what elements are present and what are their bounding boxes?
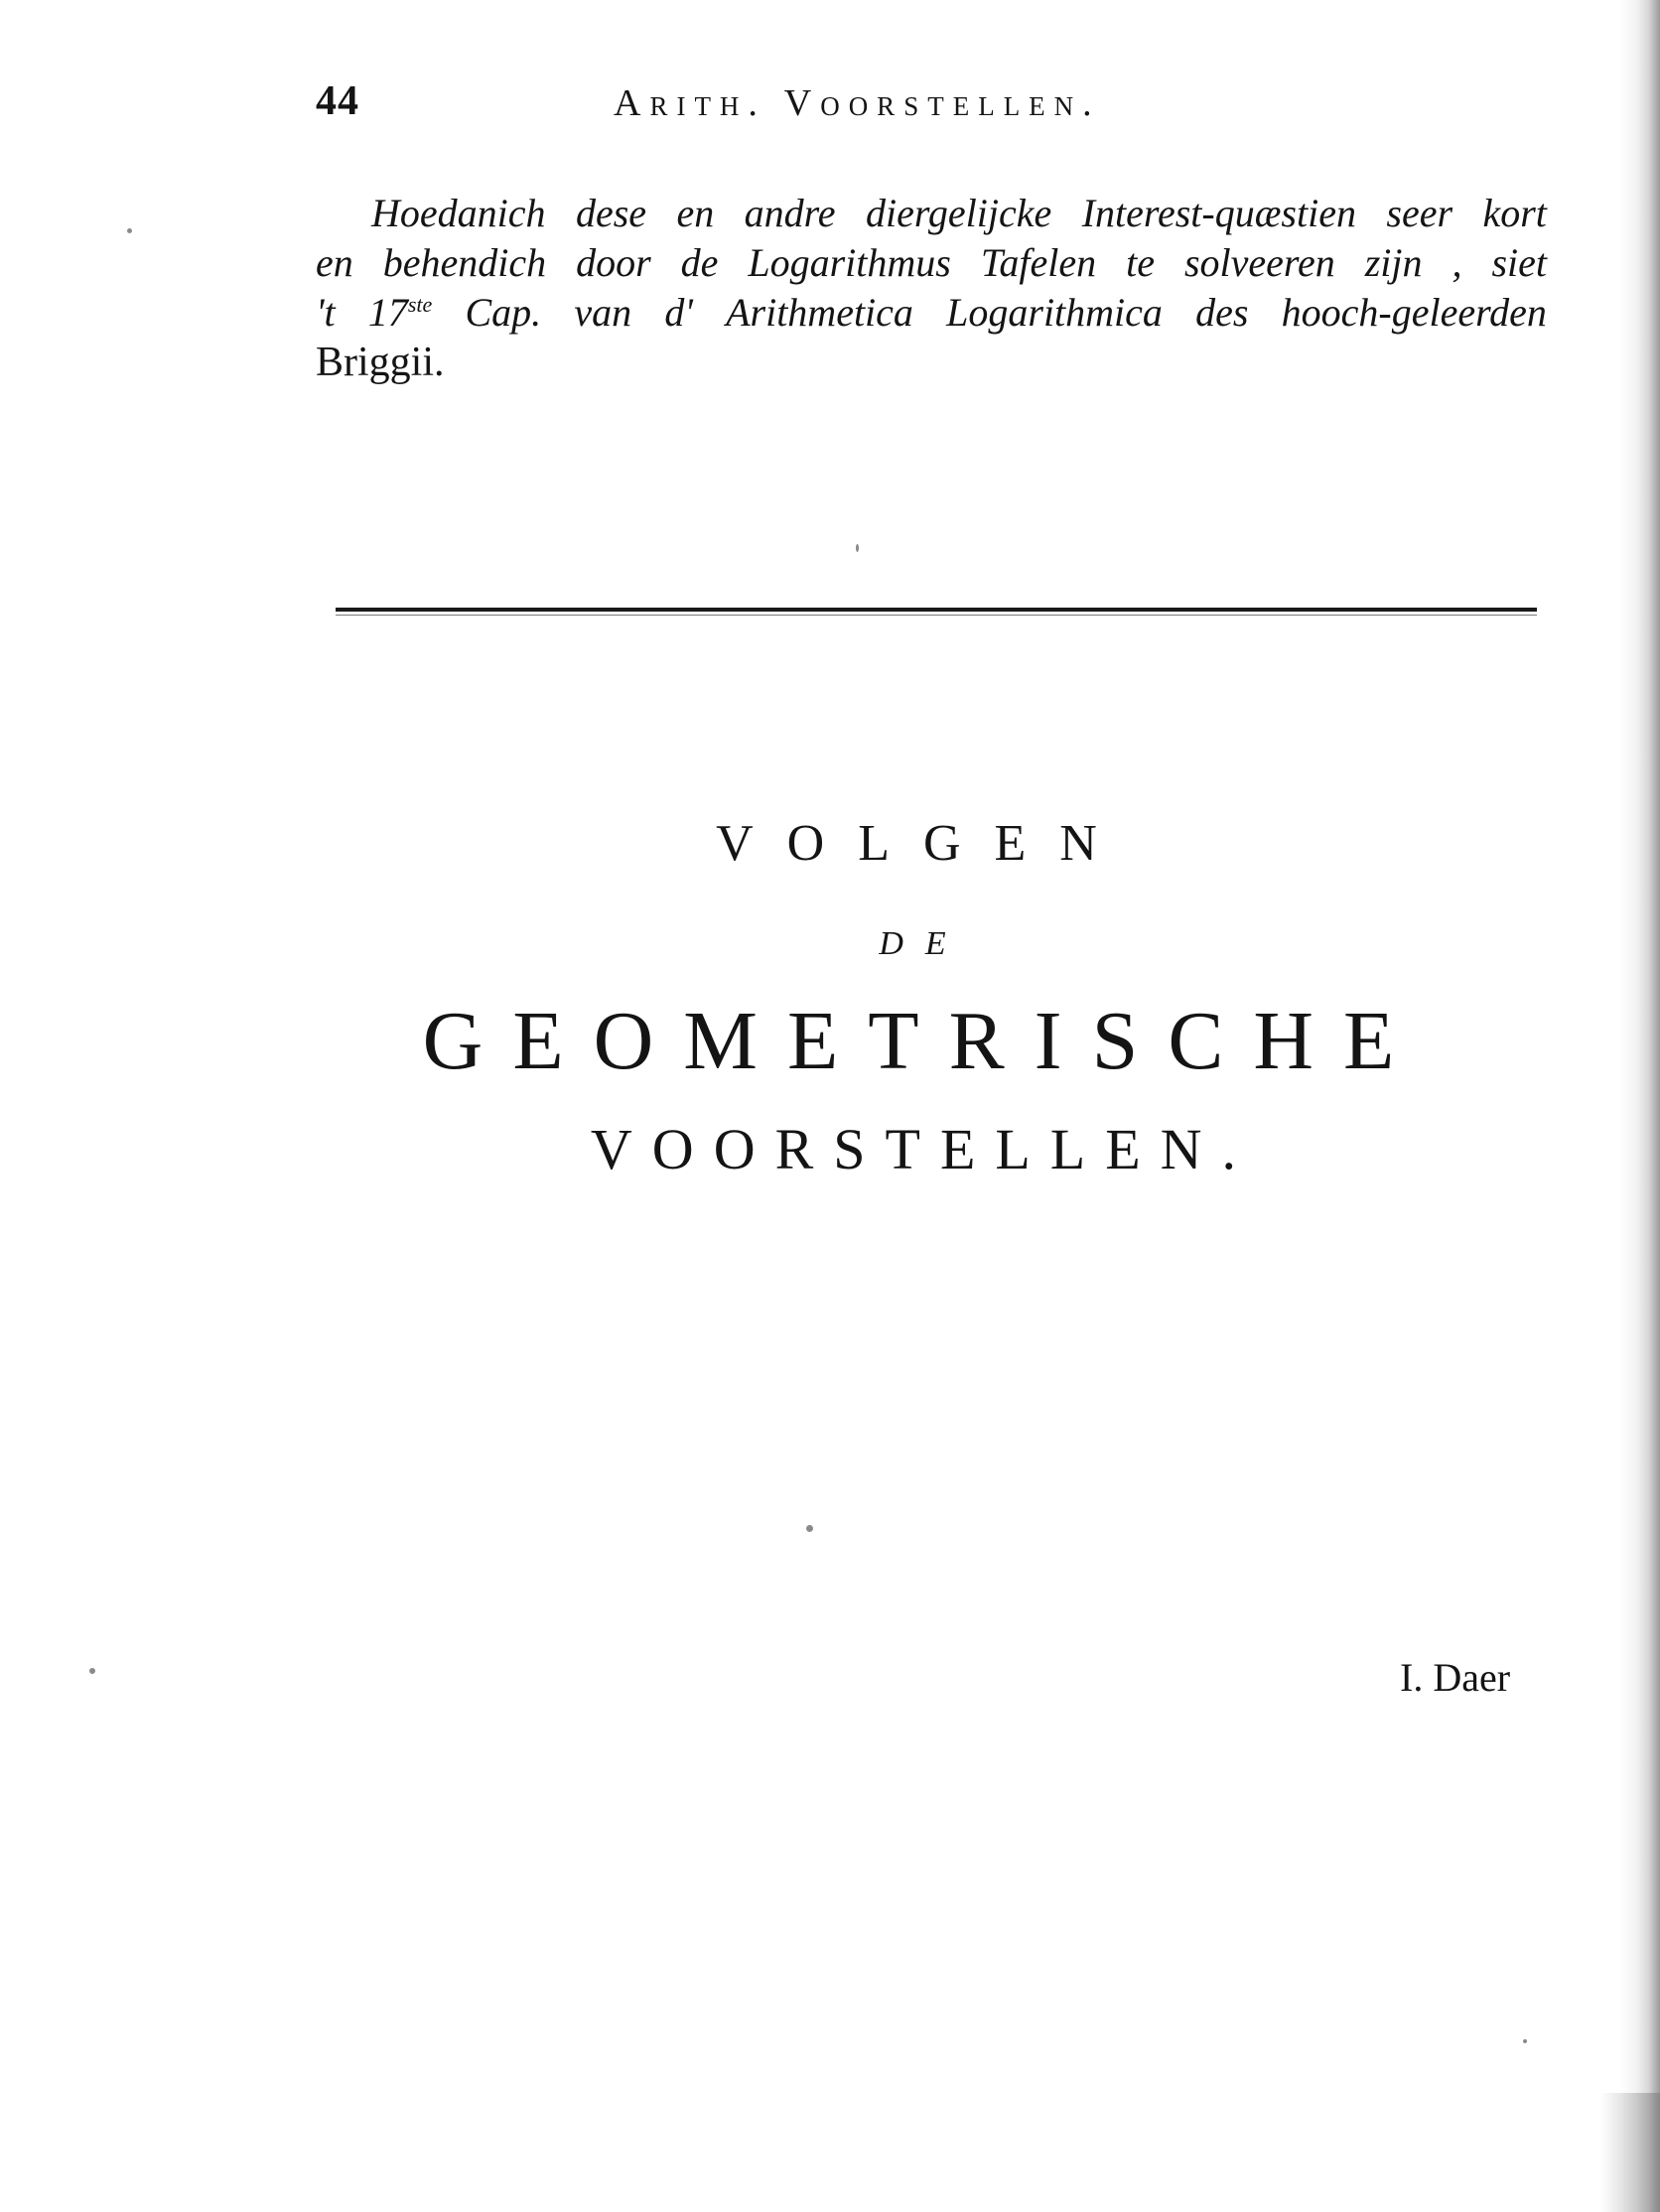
scan-speck [806, 1525, 813, 1532]
word: Logarithmus [748, 240, 951, 285]
heading-line-volgen: VOLGEN [716, 815, 1131, 872]
running-head [316, 77, 1289, 137]
word: seer [1386, 191, 1453, 235]
word: zijn [1364, 240, 1423, 285]
word: te [1126, 240, 1155, 285]
section-divider-rule [336, 608, 1537, 612]
paragraph-line-4 [316, 338, 1547, 387]
word: Hoedanich [371, 191, 546, 235]
running-title: Arith. Voorstellen. [614, 82, 1101, 124]
word: de [680, 240, 719, 285]
word: , [1452, 240, 1462, 285]
word: Arithmetica [726, 290, 913, 335]
scan-speck [1523, 2039, 1527, 2043]
word: des [1195, 290, 1249, 335]
word: andre [744, 191, 836, 235]
word: siet [1491, 240, 1547, 285]
paragraph-line-1 [316, 189, 1547, 238]
word: behendich [382, 240, 547, 285]
word: kort [1482, 191, 1547, 235]
word: van [574, 290, 632, 335]
word: diergelijcke [865, 191, 1052, 235]
word: Tafelen [980, 240, 1097, 285]
paragraph-line-2 [316, 238, 1547, 288]
catchword: I. Daer [1400, 1655, 1511, 1700]
word: 17 [367, 290, 408, 335]
page-corner-shadow [1600, 2093, 1660, 2212]
chapter-number [368, 288, 432, 338]
word: Cap. [465, 290, 542, 335]
heading-line-geometrische: GEOMETRISCHE [422, 995, 1425, 1087]
word: en [316, 240, 353, 285]
paragraph-line-3 [316, 288, 1547, 338]
word: 't [316, 290, 336, 335]
heading-line-voorstellen: VOORSTELLEN. [590, 1117, 1257, 1181]
word: solveeren [1183, 240, 1335, 285]
word: Logarithmica [946, 290, 1163, 335]
word: Interest-quæstien [1081, 191, 1356, 235]
word: Briggii. [316, 340, 445, 385]
page-edge-shadow [1620, 0, 1660, 2212]
word: dese [575, 191, 647, 235]
italic-paragraph [316, 189, 1547, 387]
word: en [676, 191, 715, 235]
scan-speck [127, 228, 132, 233]
heading-line-de: DE [879, 925, 968, 962]
word: hooch-geleerden [1281, 290, 1547, 335]
page-number: 44 [316, 78, 359, 124]
word: door [576, 240, 651, 285]
scan-speck [89, 1668, 95, 1674]
ordinal-superscript: ste [407, 292, 433, 317]
word: d' [664, 290, 693, 335]
scan-speck [856, 544, 859, 552]
